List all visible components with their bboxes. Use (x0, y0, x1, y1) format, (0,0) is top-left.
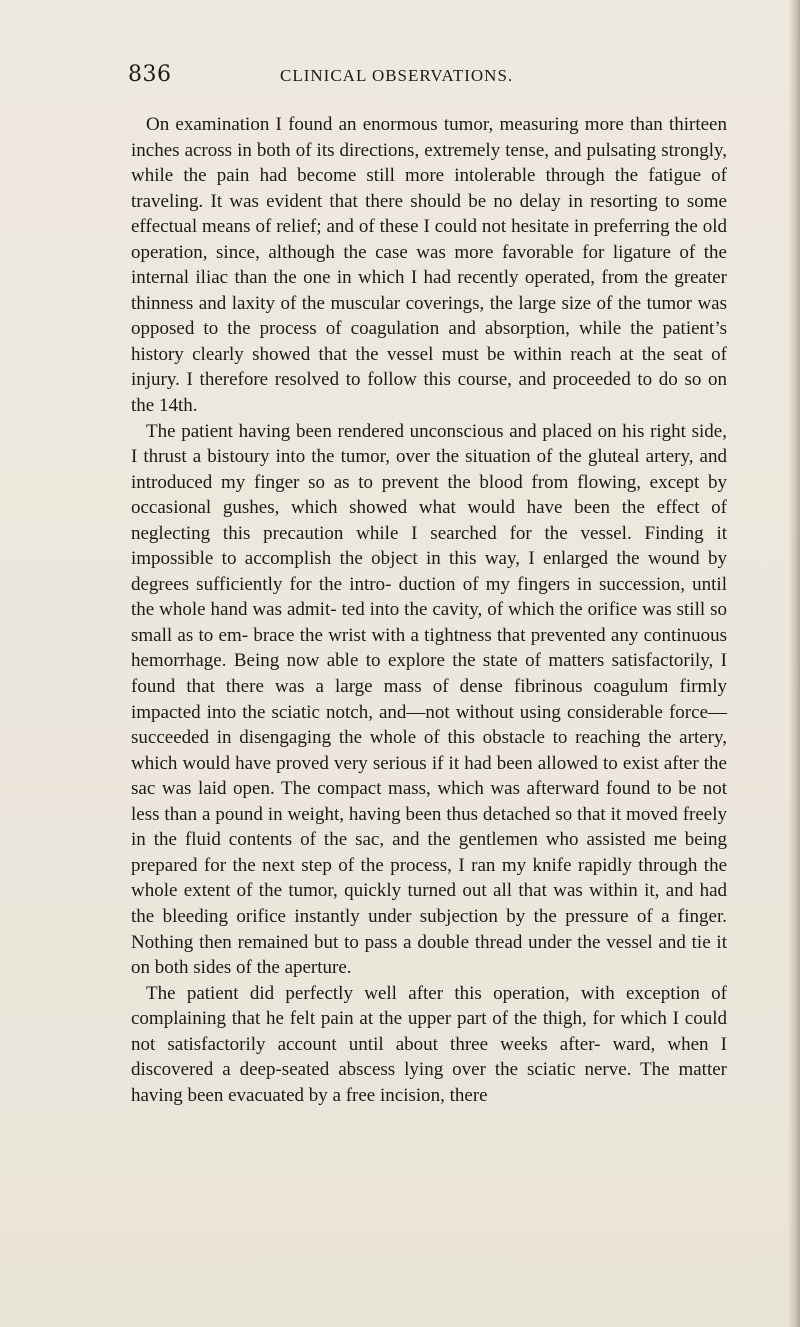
paragraph: The patient did perfectly well after this operation, with exception of complaining that he felt pain at the upper part of the thigh, for which I could not satisfactorily account until about three weeks after- ward, when I discovered a deep-seated abscess lying over the sciatic nerve. The matter having been evacuated by a free incision, there (131, 982, 727, 1106)
page-header (128, 62, 688, 90)
paragraph: The patient having been rendered unconscious and placed on his right side, I thrust a bistoury into the tumor, over the situation of the gluteal artery, and introduced my finger so as to prevent the blood from flowing, except by occasional gushes, which showed what would have been the effect of neglecting this precaution while I searched for the vessel. Finding it impossible to accomplish the object in this way, I enlarged the wound by degrees sufficiently for the intro- duction of my fingers in succession, until the whole hand was admit- ted into the cavity, of which the orifice was still so small as to em- brace the wrist with a tightness that prevented any continuous hemorrhage. Being now able to explore the state of matters satisfactorily, I found that there was a large mass of dense fibrinous coagulum firmly impacted into the sciatic notch, and—not without using considerable force—succeeded in disengaging the whole of this obstacle to reaching the artery, which would have proved very serious if it had been allowed to exist after the sac was laid open. The compact mass, which was afterward found to be not less than a pound in weight, having been thus detached so that it moved freely in the fluid contents of the sac, and the gentlemen who assisted me being prepared for the next step of the process, I ran my knife rapidly through the whole extent of the tumor, quickly turned out all that was within it, and had the bleeding orifice instantly under subjection by the pressure of a finger. Nothing then remained but to pass a double thread under the vessel and tie it on both sides of the aperture. (131, 420, 727, 979)
page-number: 836 (128, 62, 172, 87)
paragraph: On examination I found an enormous tumor, measuring more than thirteen inches across in both of its directions, extremely tense, and pulsating strongly, while the pain had become still more intolerable through the fatigue of traveling. It was evident that there should be no delay in resorting to some effectual means of relief; and of these I could not hesitate in preferring the old operation, since, although the case was more favorable for ligature of the internal iliac than the one in which I had recently operated, from the greater thinness and laxity of the muscular coverings, the large size of the tumor was opposed to the process of coagulation and absorption, while the patient’s history clearly showed that the vessel must be within reach at the seat of injury. I therefore resolved to follow this course, and proceeded to do so on the 14th. (131, 114, 727, 417)
body-text (131, 112, 727, 1108)
running-head: CLINICAL OBSERVATIONS. (280, 66, 514, 85)
page-edge-shadow (788, 0, 800, 1327)
